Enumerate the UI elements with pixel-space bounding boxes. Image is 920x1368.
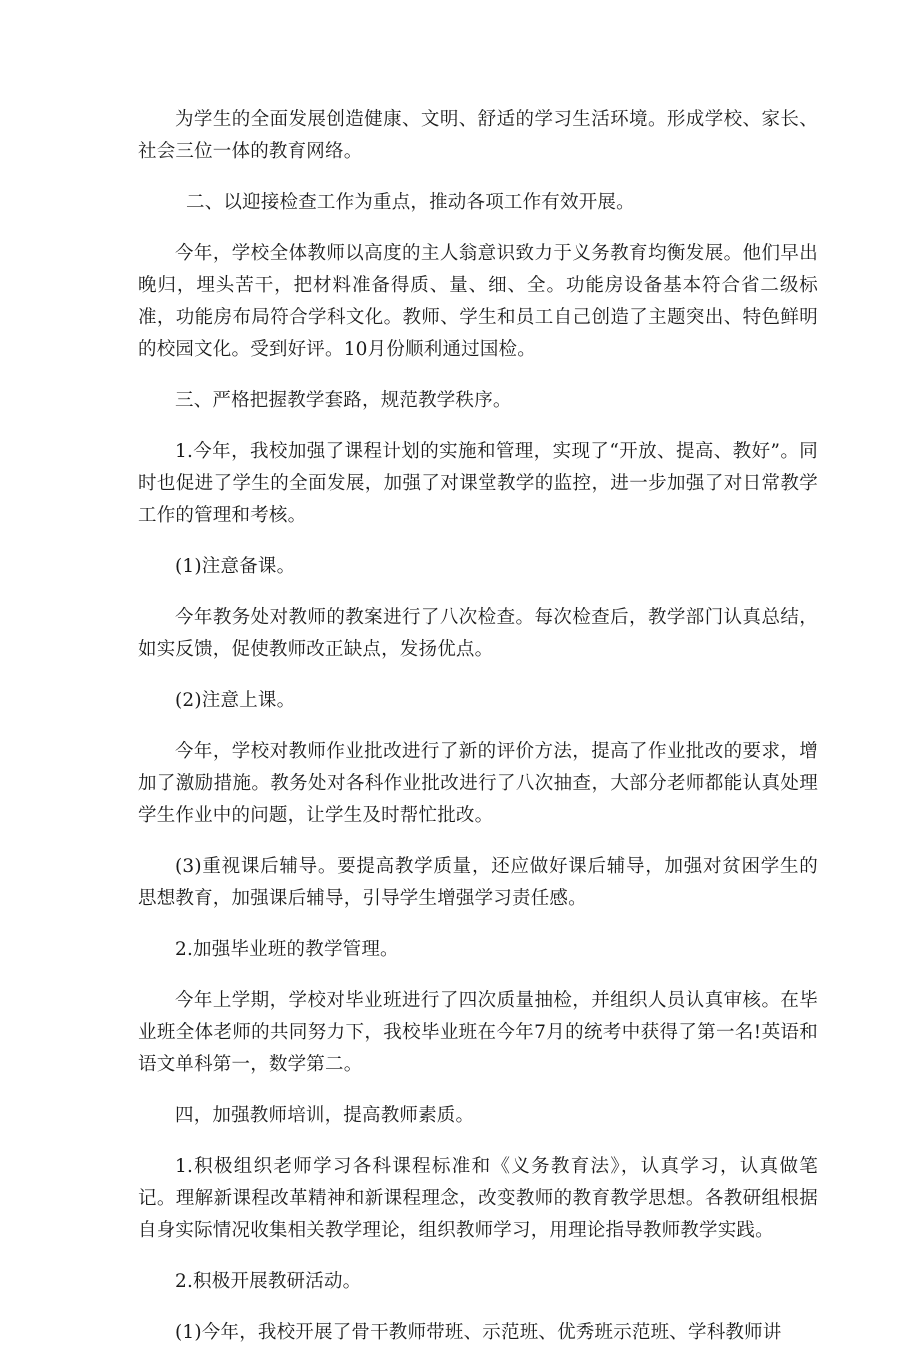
paragraph-backbone-teachers: (1)今年，我校开展了骨干教师带班、示范班、优秀班示范班、学科教师讲 (175, 1322, 782, 1343)
section-heading-teacher-training: 四，加强教师培训，提高教师素质。 (175, 1105, 475, 1126)
paragraph-curriculum-plan: 1.今年，我校加强了课程计划的实施和管理，实现了“开放、提高、教好”。同时也促进了学生的全面发展，加强了对课堂教学的监控，进一步加强了对日常教学工作的管理和考核。 (138, 441, 818, 526)
paragraph-learning-environment: 为学生的全面发展创造健康、文明、舒适的学习生活环境。形成学校、家长、社会三位一体的教育网络。 (138, 109, 818, 162)
paragraph-lesson-plan-check: 今年教务处对教师的教案进行了八次检查。每次检查后，教学部门认真总结，如实反馈，促使教师改正缺点，发扬优点。 (138, 607, 818, 660)
subheading-teaching-research: 2.积极开展教研活动。 (175, 1271, 362, 1292)
subheading-lesson-preparation: (1)注意备课。 (175, 556, 296, 577)
paragraph-balanced-development: 今年，学校全体教师以高度的主人翁意识致力于义务教育均衡发展。他们早出晚归，埋头苦干，把材料准备得质、量、细、全。功能房设备基本符合省二级标准，功能房布局符合学科文化。教师、学生和员工自己创造了主题突出、特色鲜明的校园文化。受到好评。10月份顺利通过国检。 (138, 243, 818, 360)
subheading-attend-class: (2)注意上课。 (175, 690, 296, 711)
paragraph-homework-evaluation: 今年，学校对教师作业批改进行了新的评价方法，提高了作业批改的要求，增加了激励措施。教务处对各科作业批改进行了八次抽查，大部分老师都能认真处理学生作业中的问题，让学生及时帮忙批改。 (138, 741, 818, 826)
paragraph-after-class-tutoring: (3)重视课后辅导。要提高教学质量，还应做好课后辅导，加强对贫困学生的思想教育，加强课后辅导，引导学生增强学习责任感。 (138, 856, 818, 909)
document-page (138, 104, 818, 1368)
section-heading-inspection: 二、以迎接检查工作为重点，推动各项工作有效开展。 (186, 192, 635, 213)
paragraph-curriculum-standards-study: 1.积极组织老师学习各科课程标准和《义务教育法》，认真学习，认真做笔记。理解新课程改革精神和新课程理念，改变教师的教育教学思想。各教研组根据自身实际情况收集相关教学理论，组织教师学习，用理论指导教师教学实践。 (138, 1156, 818, 1241)
subheading-graduating-class: 2.加强毕业班的教学管理。 (175, 939, 399, 960)
section-heading-teaching-order: 三、严格把握教学套路，规范教学秩序。 (175, 390, 512, 411)
paragraph-graduating-results: 今年上学期，学校对毕业班进行了四次质量抽检，并组织人员认真审核。在毕业班全体老师的共同努力下，我校毕业班在今年7月的统考中获得了第一名!英语和语文单科第一，数学第二。 (138, 990, 818, 1075)
